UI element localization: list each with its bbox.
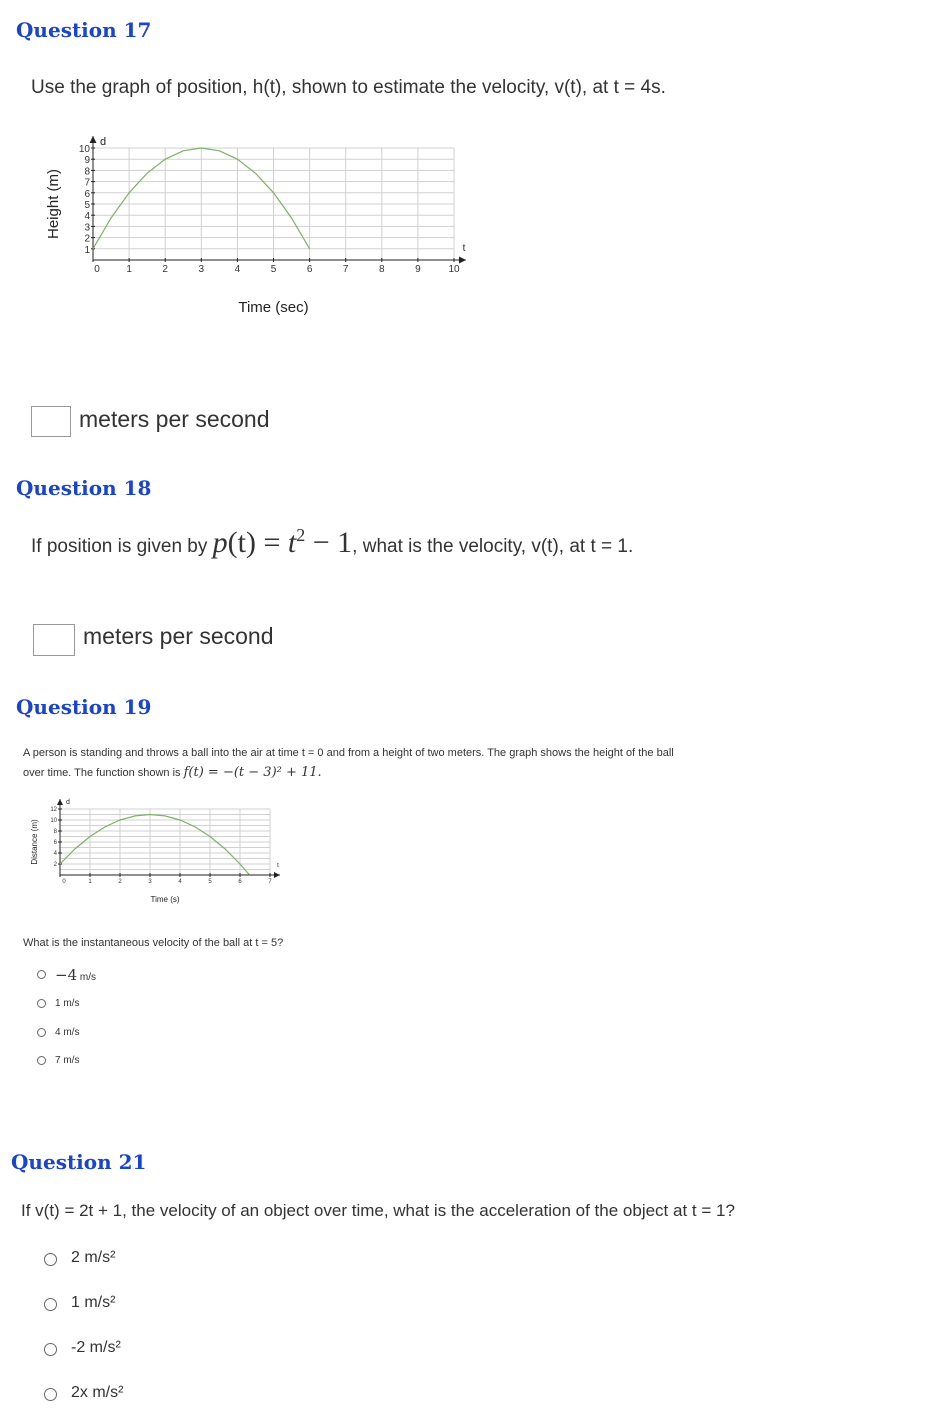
- x-axis-title: Time (s): [150, 895, 180, 904]
- q21-option-4-label[interactable]: 2x m/s²: [71, 1384, 124, 1401]
- q18-formula-eq: =: [255, 526, 288, 559]
- y-tick-label: 6: [53, 840, 57, 846]
- x-tick-label: 3: [198, 264, 205, 275]
- q18-formula-t: t: [287, 526, 297, 559]
- x-tick-label: 2: [162, 264, 168, 275]
- q19-option-1-unit: m/s: [77, 972, 97, 983]
- q19-option-3-value: 4: [55, 1027, 61, 1038]
- y-tick-label: 12: [50, 807, 57, 813]
- q17-unit-label: meters per second: [79, 406, 270, 432]
- q17-answer-input[interactable]: [31, 406, 71, 437]
- y-tick-label: 5: [84, 200, 90, 211]
- x-tick-label: 6: [306, 264, 313, 275]
- q21-option-3-label[interactable]: -2 m/s²: [71, 1339, 121, 1356]
- x-axis-name: t: [462, 243, 466, 254]
- x-tick-label: 10: [448, 264, 460, 275]
- x-tick-label: 0: [62, 879, 66, 885]
- q19-option-2-radio[interactable]: [37, 999, 46, 1008]
- q19-option-3-unit: m/s: [60, 1027, 80, 1038]
- q19-chart: [28, 795, 298, 910]
- q19-chart-svg: [28, 795, 298, 910]
- q19-option-3-radio[interactable]: [37, 1028, 46, 1037]
- q21-option-1-label[interactable]: 2 m/s²: [71, 1249, 116, 1266]
- q21-option-2-radio[interactable]: [44, 1298, 57, 1311]
- q19-prompt-line2-prefix: over time. The function shown is: [23, 767, 184, 779]
- q18-formula-exp: 2: [296, 525, 306, 545]
- y-tick-label: 9: [84, 155, 90, 167]
- series-line: [60, 815, 249, 875]
- q19-function: f(t) = −(t − 3)² + 11.: [183, 765, 322, 780]
- q18-formula: [213, 526, 353, 559]
- x-axis-title: Time (sec): [238, 299, 309, 316]
- y-axis-title: Height (m): [45, 168, 62, 240]
- x-axis-name: t: [277, 863, 279, 869]
- q19-title: Question 19: [16, 695, 152, 719]
- q21-option-4-radio[interactable]: [44, 1388, 57, 1401]
- x-tick-label: 0: [94, 264, 100, 275]
- x-tick-label: 7: [342, 264, 349, 275]
- q19-option-4-unit: m/s: [60, 1055, 80, 1066]
- x-tick-label: 1: [88, 879, 92, 885]
- q18-unit-label: meters per second: [83, 623, 274, 649]
- x-tick-label: 2: [118, 879, 122, 885]
- q21-title: Question 21: [11, 1150, 147, 1174]
- q18-prompt-before: If position is given by: [31, 536, 213, 557]
- y-axis-name: d: [100, 136, 107, 148]
- q19-option-2-label[interactable]: [55, 998, 79, 1009]
- y-tick-label: 6: [84, 188, 90, 200]
- y-axis-arrow: [57, 799, 63, 805]
- x-tick-label: 4: [234, 264, 241, 275]
- y-tick-label: 10: [78, 144, 90, 155]
- q19-option-1-label[interactable]: [55, 966, 96, 984]
- y-tick-label: 7: [84, 177, 90, 189]
- q18-title: Question 18: [16, 476, 152, 500]
- q19-prompt-line1: A person is standing and throws a ball into the air at time t = 0 and from a height of two meters. The graph shows the height of the ball: [23, 747, 674, 759]
- q18-prompt-after: , what is the velocity, v(t), at t = 1.: [352, 536, 634, 557]
- x-tick-label: 7: [268, 879, 272, 885]
- y-tick-label: 4: [84, 211, 90, 223]
- x-axis-arrow: [274, 872, 280, 878]
- x-tick-label: 5: [208, 879, 212, 885]
- q17-chart: [40, 128, 490, 328]
- y-tick-label: 8: [53, 829, 57, 835]
- y-axis-name: d: [66, 799, 70, 806]
- q19-option-1-value: −4: [55, 966, 78, 984]
- q19-option-2-unit: m/s: [60, 998, 80, 1009]
- y-tick-label: 10: [50, 818, 57, 824]
- q19-option-1-radio[interactable]: [37, 970, 46, 979]
- q21-option-2-label[interactable]: 1 m/s²: [71, 1294, 116, 1311]
- q19-option-4-radio[interactable]: [37, 1056, 46, 1065]
- y-tick-label: 1: [84, 244, 90, 256]
- x-tick-label: 5: [270, 264, 277, 275]
- q19-prompt-line2: [23, 765, 322, 780]
- q19-option-2-value: 1: [55, 998, 61, 1009]
- q19-option-3-label[interactable]: [55, 1027, 79, 1038]
- y-tick-label: 4: [53, 851, 57, 857]
- x-tick-label: 1: [126, 264, 132, 275]
- q21-prompt: If v(t) = 2t + 1, the velocity of an object over time, what is the acceleration of the object at t = 1?: [21, 1201, 735, 1220]
- x-tick-label: 3: [148, 879, 152, 885]
- q19-option-4-value: 7: [55, 1055, 61, 1066]
- q18-formula-rest: − 1: [305, 526, 353, 559]
- y-tick-label: 2: [84, 233, 90, 245]
- x-axis-arrow: [459, 257, 466, 264]
- q18-prompt: [31, 525, 633, 560]
- x-tick-label: 9: [415, 264, 421, 275]
- q21-option-1-radio[interactable]: [44, 1253, 57, 1266]
- x-tick-label: 4: [178, 879, 182, 885]
- q19-option-4-label[interactable]: [55, 1055, 79, 1066]
- y-tick-label: 2: [53, 862, 57, 868]
- q18-formula-lhs: p: [212, 526, 228, 559]
- q17-prompt: Use the graph of position, h(t), shown to estimate the velocity, v(t), at t = 4s.: [31, 77, 666, 98]
- y-axis-title: Distance (m): [30, 819, 39, 865]
- q17-chart-svg: [40, 128, 490, 328]
- q19-question: What is the instantaneous velocity of the ball at t = 5?: [23, 937, 284, 949]
- x-tick-label: 8: [379, 264, 385, 275]
- q21-option-3-radio[interactable]: [44, 1343, 57, 1356]
- q18-formula-paren: (t): [227, 526, 256, 559]
- q18-answer-input[interactable]: [33, 624, 75, 656]
- y-tick-label: 8: [84, 166, 90, 178]
- y-tick-label: 3: [84, 222, 90, 234]
- x-tick-label: 6: [238, 879, 242, 885]
- q17-title: Question 17: [16, 18, 152, 42]
- y-axis-arrow: [90, 136, 97, 143]
